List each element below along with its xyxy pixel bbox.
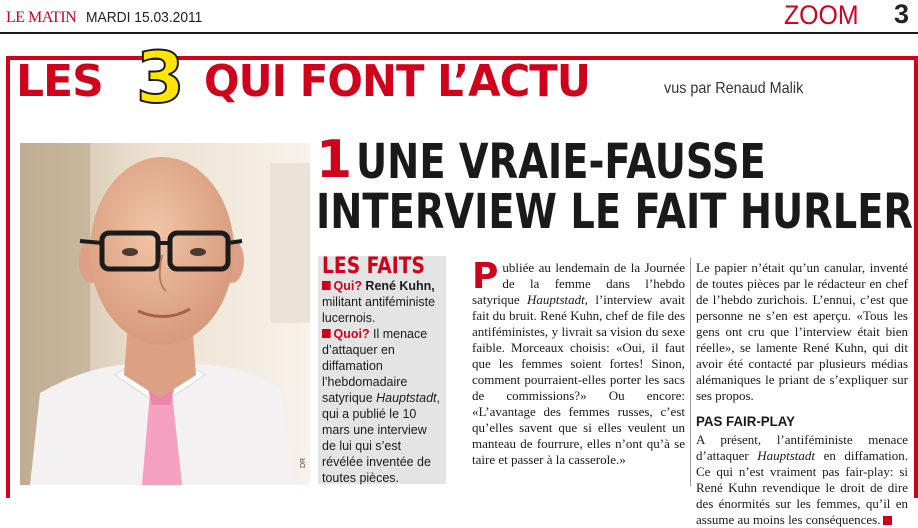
banner-byline: vus par Renaud Malik [664, 80, 804, 97]
page-number: 3 [894, 0, 910, 29]
article-subhead: PAS FAIR-PLAY [696, 413, 796, 429]
p3-text-b: en diffamation. Ce qui n’est vraiment pas fair-play: si René Kuhn revendique le droit de dire des énormités sur les femmes, qu’il en assume au moins les conséquences. [696, 448, 909, 527]
portrait-illustration [20, 143, 310, 485]
issue-date: MARDI 15.03.2011 [86, 9, 203, 26]
banner-title: QUI FONT L’ACTU [204, 56, 590, 107]
article-paragraph-1 [472, 256, 685, 468]
article-paragraph-2-continued: Le papier n’était qu’un canular, inventé de toutes pièces par le rédacteur en chef de l’hebdo zurichois. L’ennui, c’est que personne ne s’en est aperçu. «Tous les gens ont cru que l’interview était bien réelle», se lamente René Kuhn, qui dit avoir été contacté par plusieurs médias alémaniques le priant de s’expliquer sur ses propos. [696, 260, 908, 403]
quoi-text-2: , qui a publié le 10 mars une interview de lui qui s’est révélée inventée de toutes pièces. [322, 390, 440, 485]
p1-text-b: , l’interview avait fait du bruit. René Kuhn, chef de file des antiféministes, y livrait sa vision du sexe faible. Morceaux choisis: «Oui, il faut que les femmes soient fortes! Sinon, comment pourraient-elles porter les sacs de commissions?» Ou encore: «L’avantage des femmes russes, c’est qu’elles savent que si elles veulent un manteau de fourrure, elles n’ont qu’à se taire et passer à la casserole.» [472, 292, 685, 467]
header-rule [0, 32, 918, 34]
p1-text-a: ubliée au lendemain de la Journée de la femme dans l’hebdo satyrique [472, 260, 685, 307]
qui-name: René Kuhn, [365, 278, 435, 293]
newspaper-logo: LE MATIN [6, 9, 77, 26]
quoi-italic: Hauptstadt [376, 390, 437, 405]
banner-les: LES [16, 56, 103, 107]
section-name: ZOOM [784, 0, 859, 30]
photo-credit: DR [300, 457, 307, 468]
headline-number: 1 [316, 130, 353, 190]
facts-body [322, 278, 441, 486]
p3-italic: Hauptstadt [757, 448, 816, 463]
facts-qui [322, 278, 441, 326]
headline-line-1: UNE VRAIE-FAUSSE [356, 134, 766, 190]
running-header [0, 0, 918, 36]
facts-title: LES FAITS [322, 254, 425, 279]
quoi-text-1: Il menace d’attaquer en diffamation l’hebdomadaire satyrique [322, 326, 428, 405]
article-paragraph-3 [696, 432, 908, 528]
bullet-square-icon [322, 281, 331, 290]
article-column-1 [472, 256, 685, 468]
portrait-photo [20, 143, 310, 485]
quoi-label: Quoi? [333, 326, 370, 341]
bullet-square-icon [322, 329, 331, 338]
headline-line-2: INTERVIEW LE FAIT HURLER [316, 184, 913, 240]
end-square-icon [883, 516, 892, 525]
qui-label: Qui? [333, 278, 362, 293]
p1-italic: Hauptstadt [526, 292, 585, 307]
banner-number: 3 [136, 37, 185, 119]
article-column-2 [696, 260, 908, 528]
qui-text: militant antiféministe lucernois. [322, 294, 436, 325]
p3-text-a: A présent, l’antiféministe menace d’attaquer [696, 432, 908, 463]
column-rule [690, 258, 691, 486]
facts-quoi [322, 326, 441, 486]
drop-cap: P [472, 256, 499, 297]
